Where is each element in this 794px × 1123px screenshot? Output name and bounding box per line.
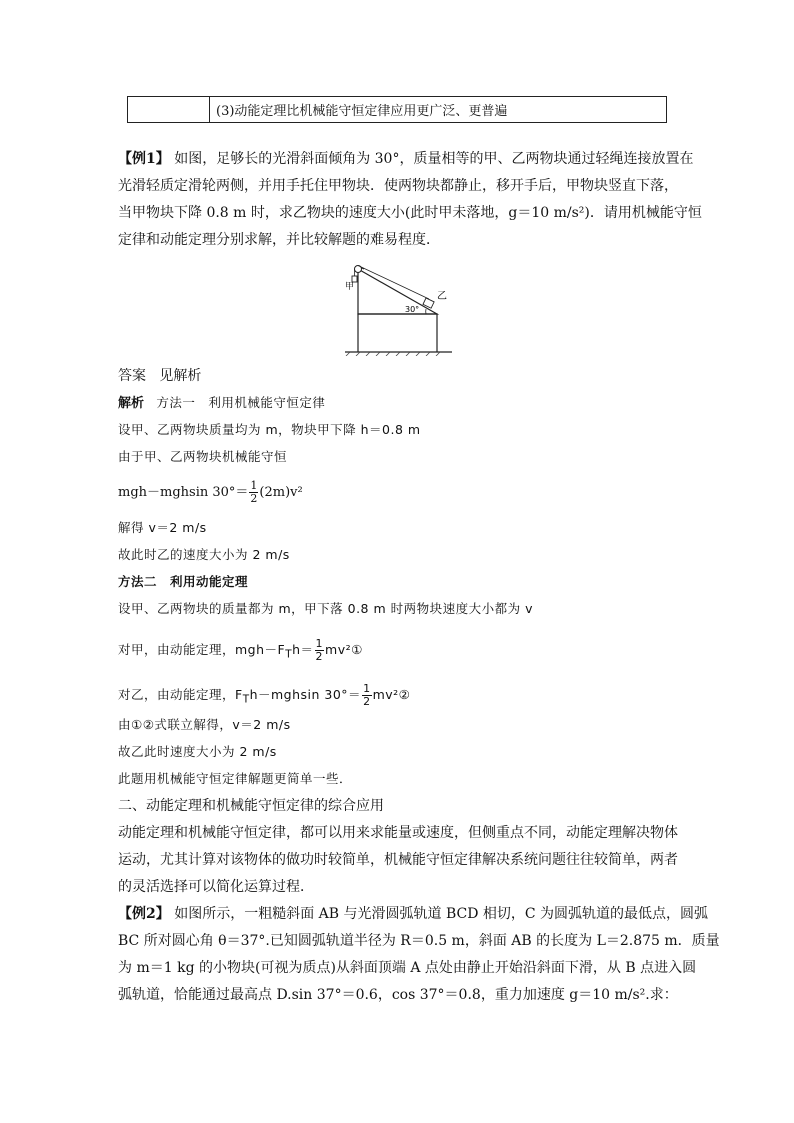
section2-line-1: 动能定理和机械能守恒定律，都可以用来求能量或速度，但侧重点不同，动能定理解决物体 bbox=[118, 825, 678, 841]
table-cell-text: (3)动能定理比机械能守恒定律应用更广泛、更普遍 bbox=[210, 97, 667, 123]
example1-tag: 【例1】 bbox=[118, 151, 170, 167]
method2-line-6: 此题用机械能守恒定律解题更简单一些． bbox=[118, 771, 353, 786]
ground-hatching bbox=[346, 352, 440, 356]
method1-title: 方法一 利用机械能守恒定律 bbox=[156, 395, 326, 410]
label-yi: 乙 bbox=[437, 291, 447, 302]
table-cell-blank bbox=[128, 97, 210, 123]
table-block bbox=[358, 314, 437, 352]
fraction-half: $\frac{1}{2}$ bbox=[250, 479, 258, 505]
method2-line-1: 设甲、乙两物块的质量都为 m，甲下落 0.8 m 时两物块速度大小都为 v bbox=[118, 601, 533, 616]
method1-line-2: 由于甲、乙两物块机械能守恒 bbox=[118, 449, 288, 464]
section2-line-3: 的灵活选择可以简化运算过程． bbox=[118, 879, 314, 895]
method2-line-2: 对甲，由动能定理，$mgh-F_Th=$ $\frac{1}{2}$ mv²① bbox=[118, 637, 363, 663]
incline-pulley-figure bbox=[340, 258, 460, 356]
method1-line-5: 故此时乙的速度大小为 2 m/s bbox=[118, 547, 290, 562]
method1-equation: mgh－mghsin 30°＝ $\frac{1}{2}$ (2m)v² bbox=[118, 479, 303, 505]
method2-line-4: 由①②式联立解得，v＝2 m/s bbox=[118, 717, 291, 732]
section2-heading: 二、动能定理和机械能守恒定律的综合应用 bbox=[118, 798, 384, 814]
example2-line-2: BC 所对圆心角 θ＝37°.已知圆弧轨道半径为 R＝0.5 m，斜面 AB 的长度为 L＝2.875 m．质量 bbox=[118, 933, 720, 949]
example1-line-2: 光滑轻质定滑轮两侧，并用手托住甲物块．使两物块都静止，移开手后，甲物块竖直下落， bbox=[118, 178, 678, 194]
method2-line-5: 故乙此时速度大小为 2 m/s bbox=[118, 744, 277, 759]
method1-line-1: 设甲、乙两物块质量均为 m，物块甲下降 h＝0.8 m bbox=[118, 422, 421, 437]
incline-wedge bbox=[358, 269, 437, 314]
comparison-table bbox=[127, 96, 667, 123]
example2-line-3: 为 m＝1 kg 的小物块(可视为质点)从斜面顶端 A 点处由静止开始沿斜面下滑，从 B 点进入圆 bbox=[118, 960, 697, 976]
method1-line-4: 解得 v＝2 m/s bbox=[118, 520, 207, 535]
method2-line-3: 对乙，由动能定理，$F_Th-mghsin$ 30°＝ $\frac{1}{2}$ mv²② bbox=[118, 682, 411, 708]
example1-line-1: 【例1】 如图，足够长的光滑斜面倾角为 30°，质量相等的甲、乙两物块通过轻绳连接放置在 bbox=[118, 151, 694, 167]
answer-label: 答案 bbox=[118, 368, 146, 384]
section2-line-2: 运动，尤其计算对该物体的做功时较简单，机械能守恒定律解决系统问题往往较简单，两者 bbox=[118, 852, 678, 868]
angle-label: 30° bbox=[405, 305, 420, 314]
example1-line-4: 定律和动能定理分别求解，并比较解题的难易程度． bbox=[118, 232, 440, 248]
answer-text: 见解析 bbox=[159, 368, 202, 384]
answer-line bbox=[118, 367, 201, 385]
solution-heading bbox=[118, 394, 325, 413]
example2-tag: 【例2】 bbox=[118, 906, 170, 922]
solution-label: 解析 bbox=[118, 396, 145, 411]
fraction-half: $\frac{1}{2}$ bbox=[315, 637, 324, 663]
rope-along-incline bbox=[358, 266, 429, 300]
example2-line-4: 弧轨道，恰能通过最高点 D.sin 37°＝0.6，cos 37°＝0.8，重力加速度 g＝10 m/s².求： bbox=[118, 987, 678, 1003]
example2-line-1: 【例2】 如图所示，一粗糙斜面 AB 与光滑圆弧轨道 BCD 相切，C 为圆弧轨道的最低点，圆弧 bbox=[118, 906, 709, 922]
method2-title: 方法二 利用动能定理 bbox=[118, 574, 249, 589]
example1-line-3: 当甲物块下降 0.8 m 时，求乙物块的速度大小(此时甲未落地，g＝10 m/s²)．请用机械能守恒 bbox=[118, 205, 702, 221]
fraction-half: $\frac{1}{2}$ bbox=[363, 682, 371, 708]
table-row bbox=[128, 97, 667, 123]
label-jia: 甲 bbox=[345, 282, 355, 292]
